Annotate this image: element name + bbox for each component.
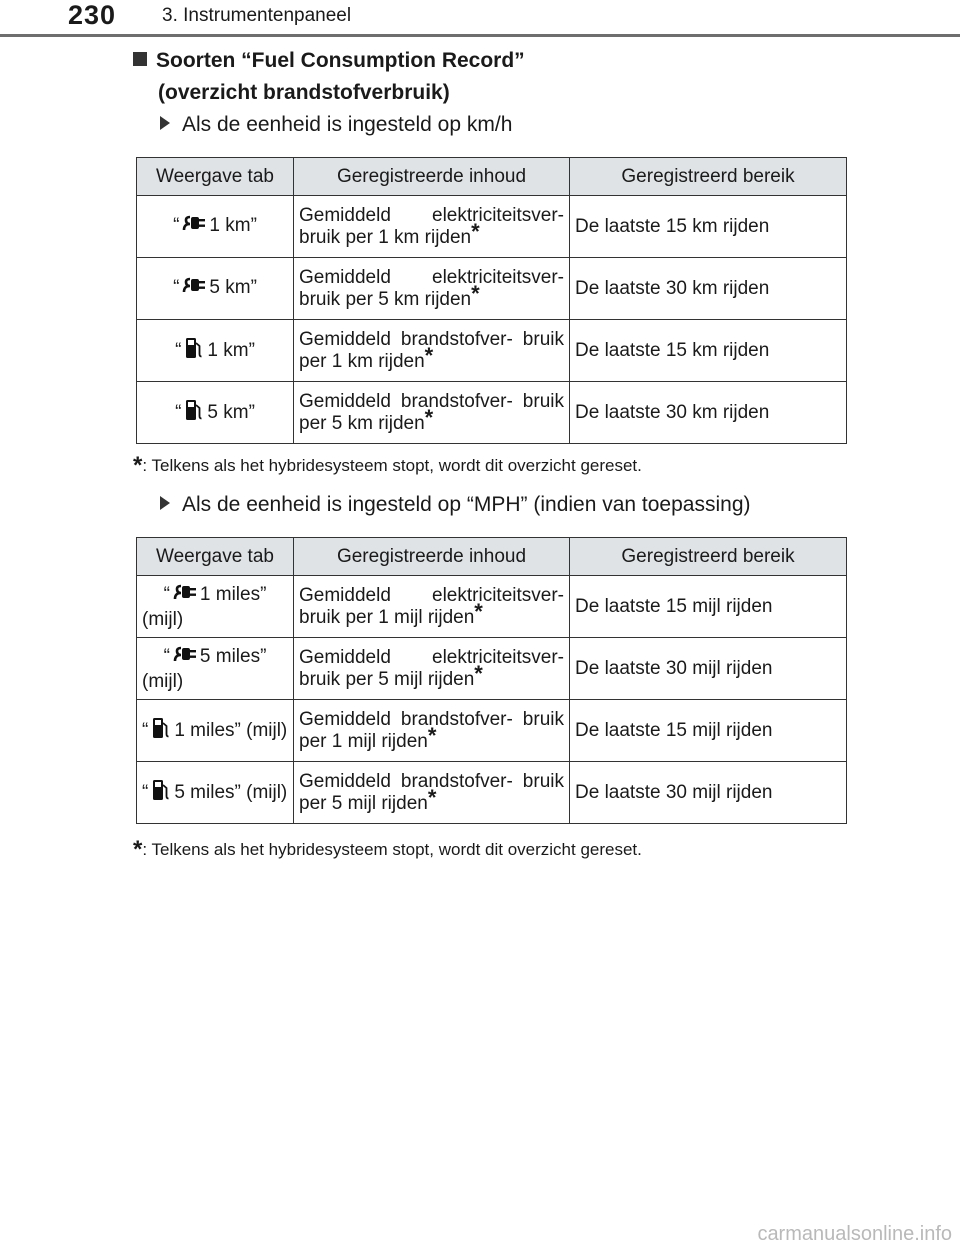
table-row [137,638,847,700]
recorded-range-cell: De laatste 15 km rijden [570,320,847,382]
table-row [137,196,847,258]
display-tab-cell [137,576,294,638]
quote-mark: “ [173,214,180,236]
footnote-asterisk: * [133,452,143,479]
table-row [137,576,847,638]
mph-subheading-text: Als de eenheid is ingesteld op “MPH” (indien van toepassing) [182,493,751,516]
triangle-bullet-icon [160,496,170,510]
footnote-asterisk: * [133,836,143,863]
quote-mark: “ [163,645,170,667]
km-subheading [160,113,512,137]
recorded-content-text: Gemiddeld brandstofver- bruik per 5 km rijden [299,390,564,434]
quote-mark: “ [142,719,149,741]
display-tab-label: 5 miles” (mijl) [174,781,288,803]
recorded-content-text: Gemiddeld elektriciteitsver- bruik per 1 mijl rijden [299,584,564,628]
display-tab-label: 1 miles” (mijl) [174,719,288,741]
footnote-text: : Telkens als het hybridesysteem stopt, wordt dit overzicht gereset. [142,456,642,475]
fuel-pump-icon [184,399,204,427]
recorded-range-cell: De laatste 30 km rijden [570,382,847,444]
recorded-range-cell: De laatste 15 km rijden [570,196,847,258]
recorded-range-cell: De laatste 15 mijl rijden [570,576,847,638]
display-tab-cell [137,382,294,444]
recorded-content-text: Gemiddeld elektriciteitsver- bruik per 1 km rijden [299,204,564,248]
table-header-row [137,158,847,196]
recorded-range-cell: De laatste 30 mijl rijden [570,762,847,824]
recorded-content-text: Gemiddeld elektriciteitsver- bruik per 5 mijl rijden [299,646,564,690]
footnote-marker: * [471,280,480,306]
recorded-content-text: Gemiddeld brandstofver- bruik per 1 km rijden [299,328,564,372]
column-header: Weergave tab [137,158,294,196]
recorded-content-cell [294,576,570,638]
recorded-content-cell [294,762,570,824]
km-footnote [133,452,642,480]
display-tab-cell [137,258,294,320]
footnote-marker: * [427,722,437,748]
display-tab-label: 5 km” [209,276,257,298]
section-title-line1: Soorten “Fuel Consumption Record” [156,49,525,72]
watermark: carmanualsonline.info [757,1223,952,1245]
recorded-content-text: Gemiddeld brandstofver- bruik per 1 mijl rijden [299,708,564,752]
table-row [137,320,847,382]
fuel-pump-icon [184,337,204,365]
electric-plug-icon [182,276,206,302]
footnote-marker: * [471,218,480,244]
display-tab-cell [137,762,294,824]
header-divider [0,34,960,37]
electric-plug-icon [173,583,197,609]
recorded-content-cell [294,196,570,258]
fuel-pump-icon [151,779,171,807]
recorded-range-cell: De laatste 30 mijl rijden [570,638,847,700]
display-tab-label: 5 km” [207,401,255,423]
recorded-content-cell [294,258,570,320]
fuel-pump-icon [151,717,171,745]
quote-mark: “ [175,401,182,423]
table-row [137,382,847,444]
display-tab-label: 1 km” [209,214,257,236]
display-tab-label: 1 km” [207,339,255,361]
section-title-line2: (overzicht brandstofverbruik) [158,81,450,104]
footnote-marker: * [424,404,434,430]
column-header: Geregistreerde inhoud [294,158,570,196]
table-row [137,258,847,320]
table-header-row [137,538,847,576]
quote-mark: “ [175,339,182,361]
mph-table [136,537,847,824]
km-table [136,157,847,444]
square-bullet-icon [133,52,147,66]
display-tab-cell [137,320,294,382]
quote-mark: “ [142,781,149,803]
page-number: 230 [68,0,117,30]
recorded-content-text: Gemiddeld elektriciteitsver- bruik per 5 km rijden [299,266,564,310]
recorded-content-cell [294,382,570,444]
footnote-text: : Telkens als het hybridesysteem stopt, wordt dit overzicht gereset. [142,840,642,859]
recorded-range-cell: De laatste 30 km rijden [570,258,847,320]
column-header: Geregistreerd bereik [570,158,847,196]
footnote-marker: * [424,342,434,368]
display-tab-cell [137,196,294,258]
quote-mark: “ [173,276,180,298]
footnote-marker: * [427,784,437,810]
section-heading [133,45,525,109]
display-tab-cell [137,700,294,762]
recorded-content-cell [294,320,570,382]
column-header: Geregistreerd bereik [570,538,847,576]
display-tab-label: 1 miles” (mijl) [142,583,267,630]
table-row [137,762,847,824]
footnote-marker: * [474,598,483,624]
electric-plug-icon [173,645,197,671]
electric-plug-icon [182,214,206,240]
km-subheading-text: Als de eenheid is ingesteld op km/h [182,113,513,136]
display-tab-cell [137,638,294,700]
column-header: Weergave tab [137,538,294,576]
triangle-bullet-icon [160,116,170,130]
mph-subheading [160,493,751,517]
recorded-content-text: Gemiddeld brandstofver- bruik per 5 mijl rijden [299,770,564,814]
recorded-content-cell [294,638,570,700]
quote-mark: “ [163,583,170,605]
recorded-content-cell [294,700,570,762]
chapter-title: 3. Instrumentenpaneel [162,5,352,26]
mph-footnote [133,836,642,864]
table-row [137,700,847,762]
column-header: Geregistreerde inhoud [294,538,570,576]
footnote-marker: * [474,660,483,686]
recorded-range-cell: De laatste 15 mijl rijden [570,700,847,762]
display-tab-label: 5 miles” (mijl) [142,645,267,692]
page-header [0,0,960,40]
